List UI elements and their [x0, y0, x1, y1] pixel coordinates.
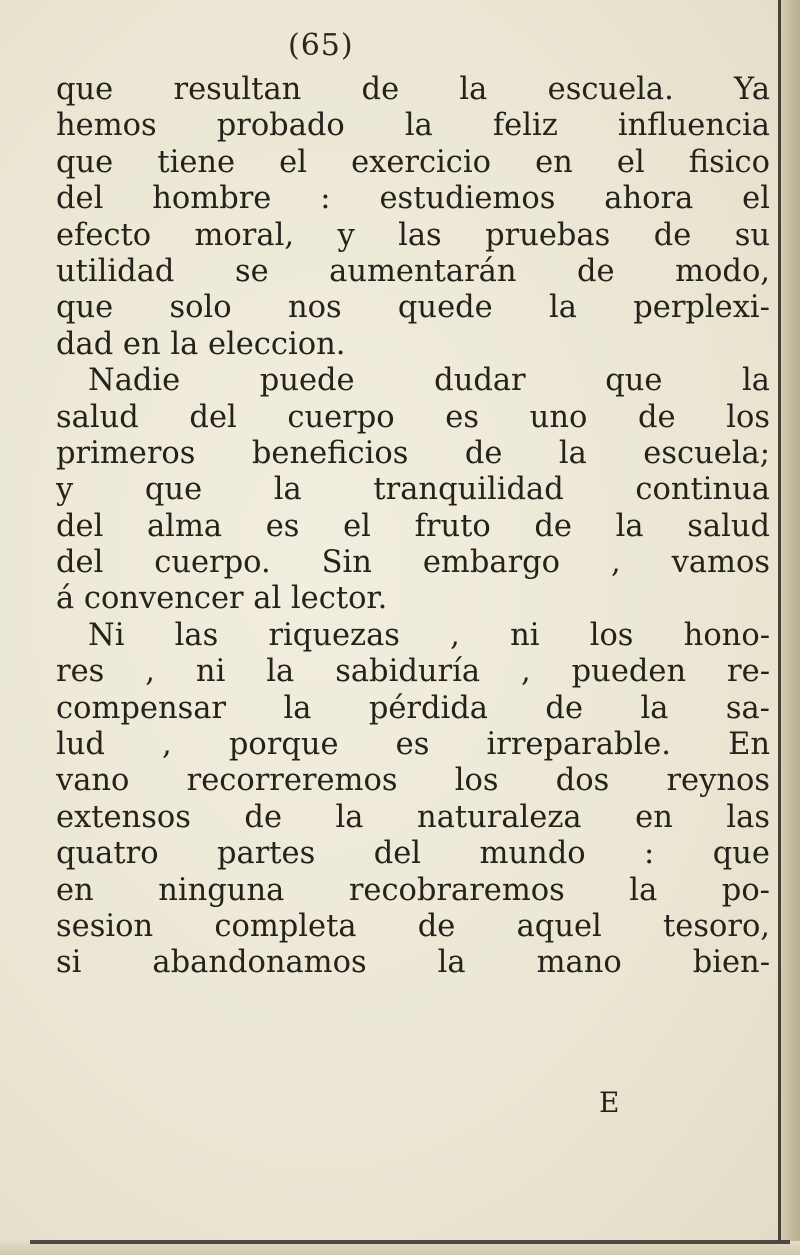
bottom-edge-rule — [30, 1240, 790, 1244]
text-line: que resultan de la escuela. Ya — [56, 72, 770, 107]
text-line: á convencer al lector. — [56, 581, 388, 617]
text-line: del cuerpo. Sin embargo , vamos — [56, 545, 770, 581]
text-line: utilidad se aumentarán de modo, — [56, 253, 770, 289]
text-line: que solo nos quede la perplexi- — [56, 290, 770, 326]
text-line: efecto moral, y las pruebas de su — [56, 217, 770, 253]
text-line: si abandonamos la mano bien- — [56, 945, 770, 981]
text-line: Nadie puede dudar que la — [88, 363, 770, 399]
text-line: y que la tranquilidad continua — [56, 472, 770, 508]
text-line: Ni las riquezas , ni los hono- — [88, 617, 770, 653]
text-line: extensos de la naturaleza en las — [56, 799, 770, 835]
page-edge-right — [778, 0, 800, 1255]
text-line: sesion completa de aquel tesoro, — [56, 908, 770, 944]
binding-shadow-line — [778, 0, 781, 1240]
text-line: del alma es el fruto de la salud — [56, 508, 770, 544]
body-text — [56, 72, 770, 982]
page-number: (65) — [288, 28, 354, 63]
text-line: hemos probado la feliz influencia — [56, 108, 770, 144]
text-line: salud del cuerpo es uno de los — [56, 399, 770, 435]
text-line: dad en la eleccion. — [56, 326, 346, 362]
text-line: en ninguna recobraremos la po- — [56, 872, 770, 908]
text-line: vano recorreremos los dos reynos — [56, 763, 770, 799]
text-line: res , ni la sabiduría , pueden re- — [56, 654, 770, 690]
signature-mark: E — [599, 1086, 620, 1119]
text-line: compensar la pérdida de la sa- — [56, 690, 770, 726]
text-line: primeros beneficios de la escuela; — [56, 435, 770, 471]
text-line: quatro partes del mundo : que — [56, 836, 770, 872]
text-line: lud , porque es irreparable. En — [56, 727, 770, 763]
text-line: del hombre : estudiemos ahora el — [56, 181, 770, 217]
text-line: que tiene el exercicio en el fisico — [56, 144, 770, 180]
